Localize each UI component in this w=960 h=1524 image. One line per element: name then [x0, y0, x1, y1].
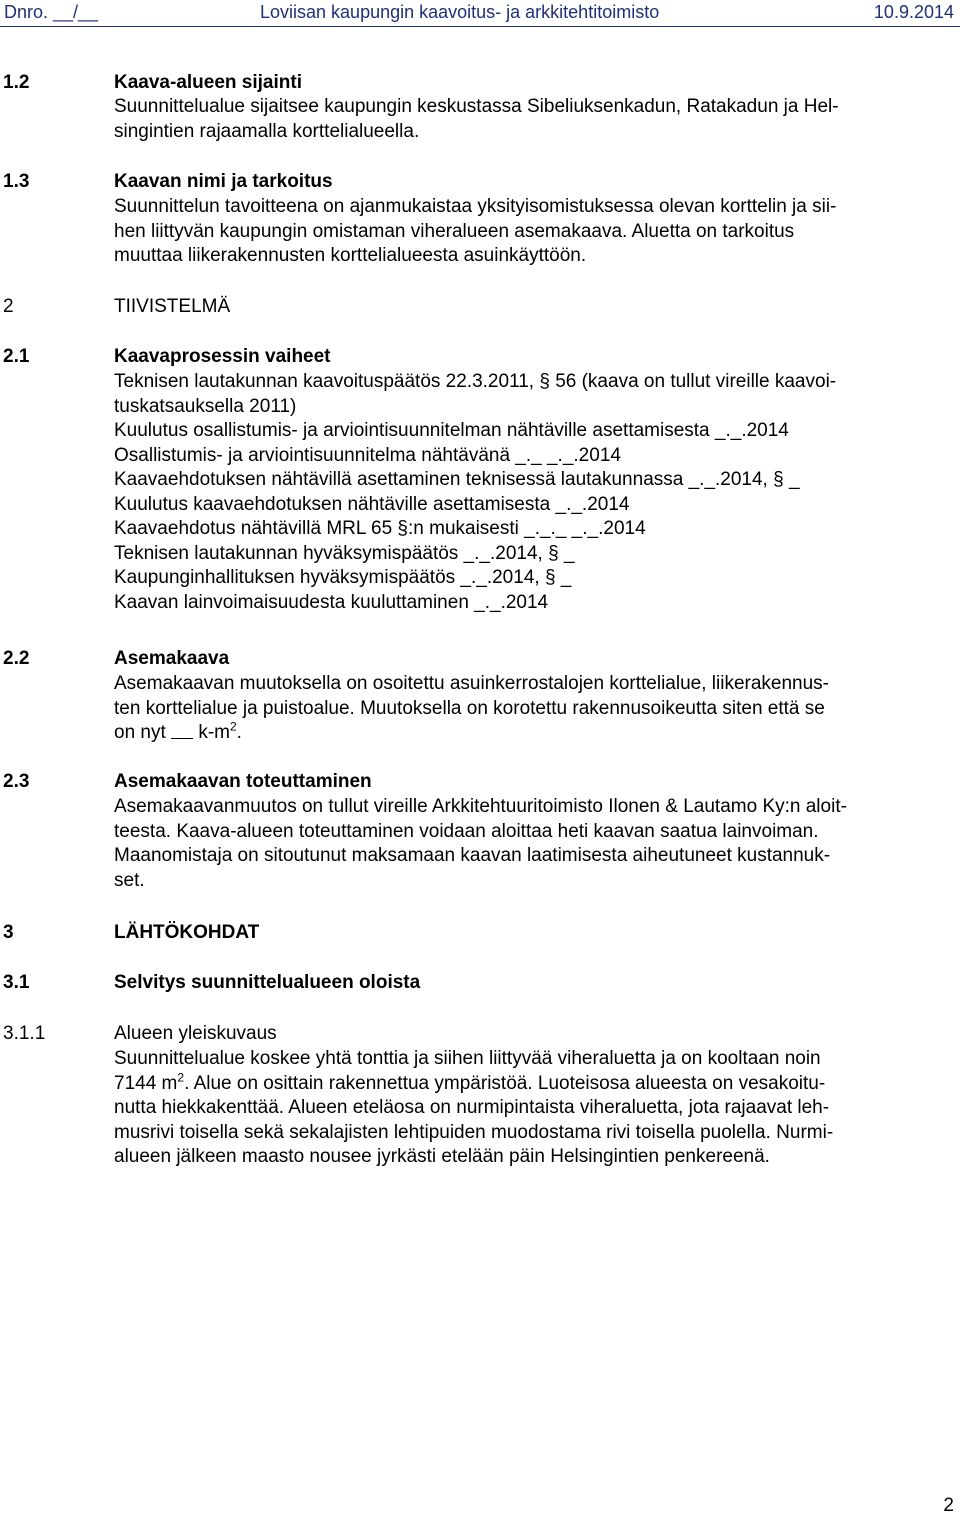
- process-step: Kuulutus kaavaehdotuksen nähtäville asettamisesta _._.2014: [114, 493, 630, 515]
- section-body: [114, 672, 944, 746]
- section-body: [114, 1047, 944, 1170]
- section-title: Kaavan nimi ja tarkoitus: [114, 171, 333, 192]
- section-title: Kaavaprosessin vaiheet: [114, 346, 331, 367]
- body-line: nutta hiekkakenttää. Alueen eteläosa on nurmipintaista viheraluetta, jota rajaavat leh-: [114, 1097, 830, 1118]
- superscript: 2: [229, 719, 237, 734]
- body-line: singintien rajaamalla korttelialueella.: [114, 120, 420, 142]
- doc-number: Dnro. __/__: [4, 2, 99, 22]
- process-step: Teknisen lautakunnan hyväksymispäätös _._.2014, § _: [114, 542, 575, 564]
- body-line: set.: [114, 869, 145, 891]
- chapter-title: TIIVISTELMÄ: [114, 296, 231, 317]
- page-number: 2: [943, 1494, 954, 1516]
- section-title: Asemakaava: [114, 648, 230, 669]
- process-step: Kaavan lainvoimaisuudesta kuuluttaminen _._.2014: [114, 591, 549, 613]
- unit-text: k-m: [198, 722, 230, 743]
- body-line: [114, 1072, 944, 1097]
- process-step: Kaavaehdotus nähtävillä MRL 65 §:n mukaisesti _._._ _._.2014: [114, 518, 646, 539]
- body-line: Suunnittelun tavoitteena on ajanmukaistaa yksityisomistuksessa olevan korttelin ja sii-: [114, 196, 837, 217]
- blank-underline: [171, 722, 193, 739]
- text-fragment: on nyt: [114, 722, 166, 743]
- office-name: Loviisan kaupungin kaavoitus- ja arkkitehtitoimisto: [260, 2, 660, 22]
- section-title: Asemakaavan toteuttaminen: [114, 771, 372, 792]
- body-line: musrivi toisella sekä sekalajisten lehtipuiden muodostama rivi toisella puolella. Nurmi-: [114, 1121, 834, 1143]
- process-step: Teknisen lautakunnan kaavoituspäätös 22.3.2011, § 56 (kaava on tullut vireille kaavoi-: [114, 371, 837, 392]
- text-fragment: 7144 m: [114, 1072, 178, 1094]
- section-number: 1.2: [3, 72, 30, 93]
- body-line: muuttaa liikerakennusten korttelialueesta asuinkäyttöön.: [114, 245, 587, 266]
- section-number: 1.3: [3, 171, 30, 192]
- process-step: Osallistumis- ja arviointisuunnitelma nähtävänä _._ _._.2014: [114, 444, 621, 466]
- body-line: alueen jälkeen maasto nousee jyrkästi etelään päin Helsingintien penkereenä.: [114, 1146, 770, 1167]
- process-steps-list: [114, 370, 944, 615]
- chapter-title: LÄHTÖKOHDAT: [114, 922, 260, 943]
- page-header: [0, 0, 960, 28]
- text-fragment: . Alue on osittain rakennettua ympäristöä. Luoteisosa alueesta on vesakoitu-: [184, 1072, 826, 1094]
- process-step: Kaavaehdotuksen nähtävillä asettaminen teknisessä lautakunnassa _._.2014, § _: [114, 469, 800, 490]
- body-line: Suunnittelualue sijaitsee kaupungin keskustassa Sibeliuksenkadun, Ratakadun ja Hel-: [114, 96, 839, 117]
- chapter-number: 2: [3, 296, 14, 317]
- section-number: 2.1: [3, 346, 30, 367]
- section-number: 2.2: [3, 648, 30, 669]
- body-line: Maanomistaja on sitoutunut maksamaan kaavan laatimisesta aiheutuneet kustannuk-: [114, 845, 831, 866]
- subsection-title: Alueen yleiskuvaus: [114, 1023, 277, 1044]
- body-line: Asemakaavan muutoksella on osoitettu asuinkerrostalojen korttelialue, liikerakennus-: [114, 673, 829, 694]
- text-fragment: .: [236, 722, 242, 743]
- section-body: [114, 95, 944, 144]
- body-line: hen liittyvän kaupungin omistaman viheralueen asemakaava. Aluetta on tarkoitus: [114, 220, 795, 242]
- process-step: Kuulutus osallistumis- ja arviointisuunnitelman nähtäville asettamisesta _._.2014: [114, 420, 789, 441]
- section-title: Selvitys suunnittelualueen oloista: [114, 972, 421, 993]
- section-body: [114, 795, 944, 893]
- process-step: Kaupunginhallituksen hyväksymispäätös _._.2014, § _: [114, 567, 572, 588]
- superscript: 2: [177, 1070, 185, 1085]
- subsection-number: 3.1.1: [3, 1023, 46, 1044]
- body-line: teesta. Kaava-alueen toteuttaminen voidaan aloittaa heti kaavan saatua lainvoiman.: [114, 820, 819, 842]
- body-line: Asemakaavanmuutos on tullut vireille Arkkitehtuuritoimisto Ilonen & Lautamo Ky:n aloit-: [114, 796, 847, 817]
- section-title: Kaava-alueen sijainti: [114, 72, 302, 93]
- section-body: [114, 195, 944, 269]
- chapter-number: 3: [3, 922, 14, 943]
- section-number: 2.3: [3, 771, 30, 792]
- body-line: [114, 721, 944, 746]
- header-date: 10.9.2014: [873, 2, 954, 22]
- process-step: tuskatsauksella 2011): [114, 395, 297, 417]
- body-line: ten korttelialue ja puistoalue. Muutoksella on korotettu rakennusoikeutta siten että se: [114, 697, 825, 719]
- section-number: 3.1: [3, 972, 30, 993]
- header-rule: [0, 26, 960, 27]
- body-line: Suunnittelualue koskee yhtä tonttia ja siihen liittyvää viheraluetta ja on kooltaan noin: [114, 1048, 821, 1069]
